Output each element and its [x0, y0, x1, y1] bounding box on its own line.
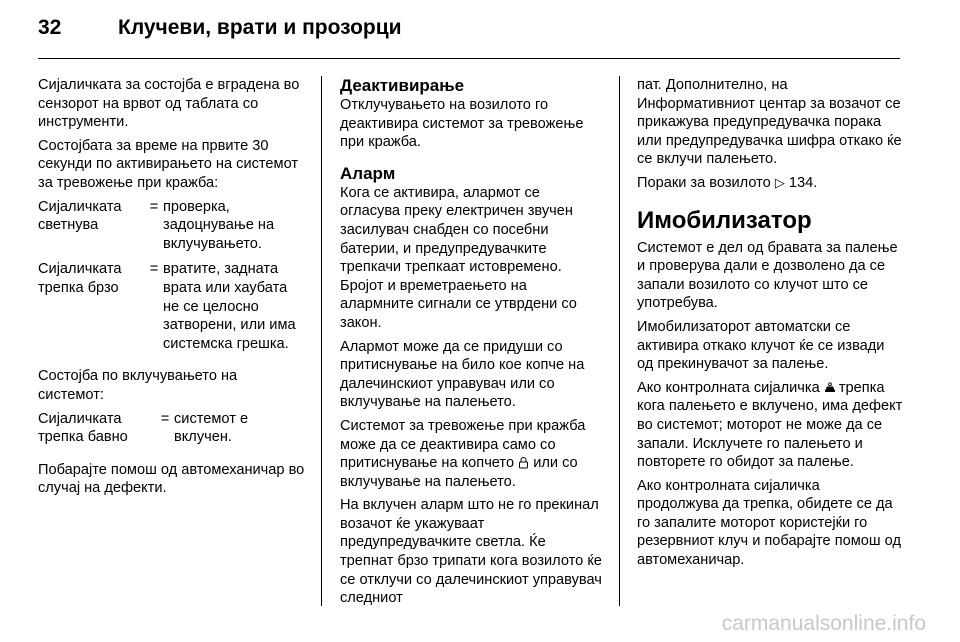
immobilizer-text-1: Системот е дел од бравата за палење и проверува дали е дозволено да се запали возилото со клучот што се употребува. [637, 239, 898, 312]
page-header [0, 0, 960, 60]
header-rule [38, 58, 900, 59]
page-title: Клучеви, врати и прозорци [118, 16, 402, 39]
alarm-text-4: На вклучен аларм што не го прекинал возачот ќе укажуваат предупредувачките светла. Ќе трепнат брзо трипати кога возилото ќе се отклучи со далечинскиот управувач следниот [340, 497, 602, 607]
alarm-text-3-a: Системот за тревожење при кражба може да се деактивира само со притиснување на копчето [340, 417, 586, 472]
immobilizer-text-2: Имобилизаторот автоматски се активира откако клучот ќе се извади од прекинувачот за палење. [637, 318, 885, 373]
table-row [38, 260, 306, 353]
status-after-activation-intro: Состојба по вклучувањето на системот: [38, 368, 238, 403]
column-3 [637, 76, 903, 575]
alarm-text-2: Алармот може да се придуши со притиснување на било кое копче на далечинскиот управувач или со вклучување на палењето. [340, 338, 585, 411]
alarm-continuation: пат. Дополнително, на Информативниот центар за возачот се прикажува предупредувачка порака или предупредувачка шифра откако ќе се вклучи палењето. [637, 77, 902, 168]
deactivation-text: Отклучувањето на возилото го деактивира системот за тревожење при кражба. [340, 97, 584, 151]
table-desc: проверка, задоцнување на вклучувањето. [163, 198, 275, 252]
reference-arrow-icon: ▷ [774, 174, 785, 190]
alarm-text-3 [340, 417, 602, 491]
table-desc: системот е вклучен. [174, 410, 249, 446]
immobilizer-text-3 [637, 379, 903, 472]
page-number: 32 [38, 16, 62, 39]
table-desc: вратите, задната врата или хаубата не се целосно затворени, или има системска грешка. [163, 261, 296, 352]
watermark-text: carmanualsonline.info [721, 612, 926, 635]
immobilizer-text-3-a: Ако контролната сијаличка [637, 379, 820, 396]
immobilizer-text-4: Ако контролната сијаличка продолжува да трепка, обидете се да го запалите моторот користејќи го резервниот клуч и побарајте помош од автомеханичар. [637, 477, 901, 569]
alarm-heading: Аларм [340, 163, 396, 183]
alarm-text-1: Кога се активира, алармот се огласува преку електричен звучен засилувач снабден со посебни батерии, и предупредувачките трепкачи трепкаат истовремено. Бројот и времетраењето на алармните сигнали се утврдени со закон. [340, 184, 577, 331]
column-divider-2 [619, 76, 620, 606]
column-1 [38, 76, 306, 503]
table-equals: = [160, 410, 170, 427]
immobilizer-text-3-b: трепка кога палењето е вклучено, има дефект во системот; моторот не може да се запали. Исклучете го палењето и повторете го обидот за палење. [637, 379, 903, 471]
car-key-lamp-icon [824, 381, 835, 394]
deactivation-heading: Деактивирање [340, 76, 465, 95]
lock-button-icon [518, 456, 529, 469]
table-row [38, 198, 306, 254]
reference-text: Пораки за возилото [637, 174, 771, 191]
immobilizer-heading: Имобилизатор [637, 206, 812, 234]
table-equals: = [149, 261, 159, 278]
defect-help-note: Побарајте помош од автомеханичар во случај на дефекти. [38, 461, 305, 497]
reference-page: 134. [788, 174, 818, 191]
table-term: Сијаличката светнува [38, 198, 122, 234]
table-term: Сијаличката трепка бавно [38, 410, 128, 446]
vehicle-messages-reference [637, 174, 903, 193]
column-2 [340, 76, 602, 613]
table-term: Сијаличката трепка брзо [38, 261, 122, 296]
status-lamp-location: Сијаличката за состојба е вградена во сензорот на врвот од таблата со инструменти. [38, 77, 300, 131]
table-equals: = [149, 198, 159, 215]
status-first-30s-intro: Состојбата за време на првите 30 секунди по активирањето на системот за тревожење при кражба: [38, 137, 299, 191]
alarm-text-3-b: или со вклучување на палењето. [340, 455, 578, 490]
table-row [38, 410, 306, 447]
column-divider-1 [321, 76, 322, 606]
